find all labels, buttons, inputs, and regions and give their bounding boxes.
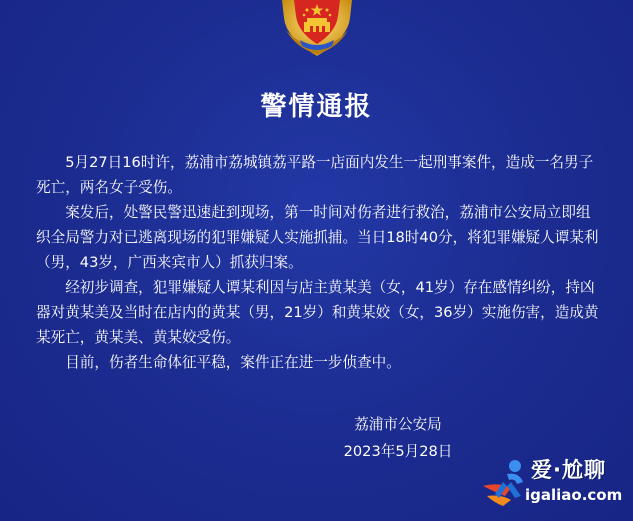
notice-title: 警情通报 xyxy=(260,92,373,122)
watermark-url: igaliao.com xyxy=(525,486,623,504)
issuer-name: 荔浦市公安局 xyxy=(354,416,442,433)
police-emblem-icon xyxy=(276,0,358,58)
paragraph-investigation: 经初步调查，犯罪嫌疑人谭某利因与店主黄某美（女，41岁）存在感情纠纷，持凶器对黄某美及当时在店内的黄某（男，21岁）和黄某姣（女，36岁）实施伤害，造成黄某死亡，黄某美、黄某姣受伤。 xyxy=(36,279,599,346)
signature-block xyxy=(318,411,478,465)
issue-date: 2023年5月28日 xyxy=(343,443,453,460)
site-watermark xyxy=(477,452,627,516)
paragraph-status: 目前，伤者生命体征平稳，案件正在进一步侦查中。 xyxy=(65,354,401,371)
paragraph-incident: 5月27日16时许，荔浦市荔城镇荔平路一店面内发生一起刑事案件，造成一名男子死亡，两名女子受伤。 xyxy=(36,154,594,196)
paragraph-arrest: 案发后，处警民警迅速赶到现场，第一时间对伤者进行救治，荔浦市公安局立即组织全局警力对已逃离现场的犯罪嫌疑人实施抓捕。当日18时40分，将犯罪嫌疑人谭某利（男，43岁，广西来宾市人）抓获归案。 xyxy=(36,204,599,271)
notice-body xyxy=(36,150,600,375)
watermark-text: 爱·尬聊 xyxy=(531,458,606,482)
